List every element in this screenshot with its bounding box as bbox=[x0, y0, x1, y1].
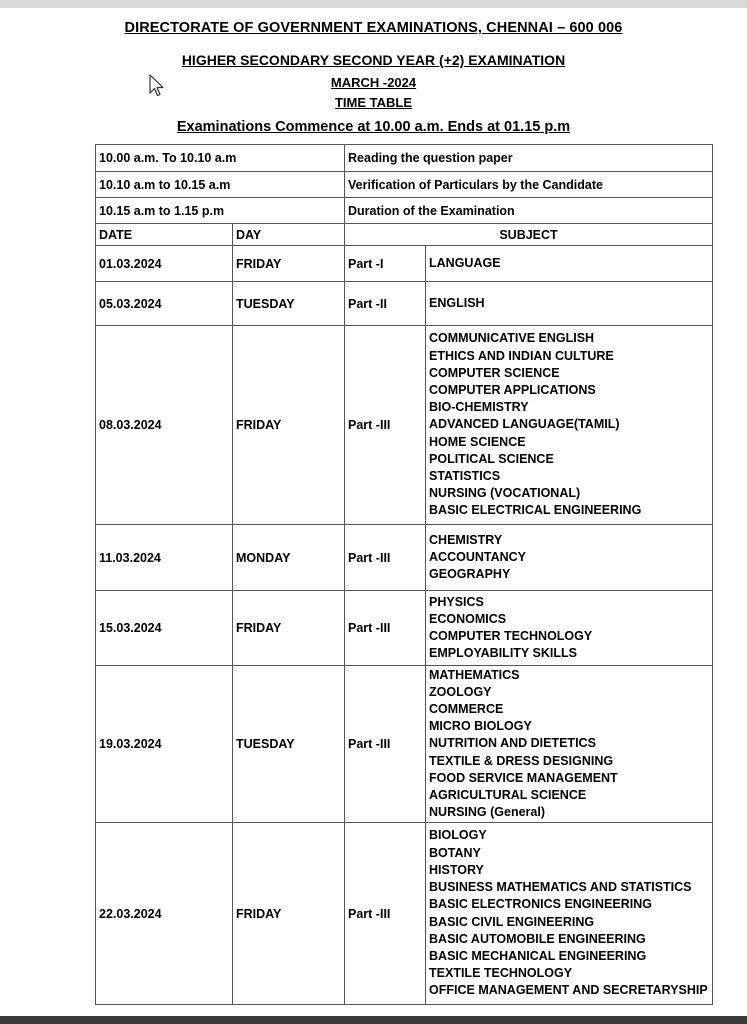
subject-name: BASIC MECHANICAL ENGINEERING bbox=[429, 948, 647, 963]
exam-subjects bbox=[426, 591, 713, 666]
exam-day: FRIDAY bbox=[233, 591, 345, 666]
subject-name: LANGUAGE bbox=[429, 255, 501, 270]
exam-row bbox=[96, 246, 713, 282]
subject-name: OFFICE MANAGEMENT AND SECRETARYSHIP bbox=[429, 983, 708, 998]
subject-name: BASIC ELECTRICAL ENGINEERING bbox=[429, 503, 642, 518]
subject-name: BASIC ELECTRONICS ENGINEERING bbox=[429, 897, 652, 912]
subject-name: COMPUTER TECHNOLOGY bbox=[429, 629, 593, 643]
exam-part: Part -III bbox=[345, 326, 426, 525]
schedule-row bbox=[96, 198, 713, 224]
exam-day: TUESDAY bbox=[233, 282, 345, 326]
subject-name: BUSINESS MATHEMATICS AND STATISTICS bbox=[429, 880, 692, 895]
exam-date: 08.03.2024 bbox=[96, 326, 233, 525]
subject-name: ACCOUNTANCY bbox=[429, 549, 527, 564]
subject-name: GEOGRAPHY bbox=[429, 567, 511, 582]
subject-name: ADVANCED LANGUAGE(TAMIL) bbox=[429, 417, 620, 432]
exam-row bbox=[96, 326, 713, 525]
subject-name: TEXTILE & DRESS DESIGNING bbox=[429, 753, 614, 768]
subject-name: NURSING (VOCATIONAL) bbox=[429, 486, 581, 501]
subject-name: CHEMISTRY bbox=[429, 532, 503, 547]
exam-subjects bbox=[426, 823, 713, 1005]
exam-part: Part -I bbox=[345, 246, 426, 282]
subject-name: ECONOMICS bbox=[429, 611, 507, 626]
exam-row bbox=[96, 666, 713, 823]
subject-name: COMMERCE bbox=[429, 701, 504, 716]
subject-name: PHYSICS bbox=[429, 594, 484, 609]
viewer-top-strip bbox=[0, 0, 747, 8]
exam-part: Part -III bbox=[345, 666, 426, 823]
subject-name: STATISTICS bbox=[429, 469, 501, 483]
directorate-heading: DIRECTORATE OF GOVERNMENT EXAMINATIONS, CHENNAI – 600 006 bbox=[124, 20, 623, 36]
schedule-time: 10.15 a.m to 1.15 p.m bbox=[96, 198, 345, 224]
viewer-bottom-strip bbox=[0, 1016, 747, 1024]
subject-name: HOME SCIENCE bbox=[429, 434, 526, 449]
schedule-activity: Reading the question paper bbox=[345, 145, 713, 172]
subject-name: TEXTILE TECHNOLOGY bbox=[429, 966, 573, 981]
subject-name: BASIC CIVIL ENGINEERING bbox=[429, 914, 595, 929]
exam-date: 01.03.2024 bbox=[96, 246, 233, 282]
exam-date: 19.03.2024 bbox=[96, 666, 233, 823]
exam-row bbox=[96, 282, 713, 326]
subject-name: AGRICULTURAL SCIENCE bbox=[429, 788, 587, 802]
schedule-time: 10.00 a.m. To 10.10 a.m bbox=[96, 145, 345, 172]
exam-day: FRIDAY bbox=[233, 246, 345, 282]
schedule-time: 10.10 a.m to 10.15 a.m bbox=[96, 172, 345, 198]
exam-subjects bbox=[426, 246, 713, 282]
exam-date: 11.03.2024 bbox=[96, 525, 233, 591]
exam-date: 15.03.2024 bbox=[96, 591, 233, 666]
schedule-activity: Duration of the Examination bbox=[345, 198, 713, 224]
subject-column-header: SUBJECT bbox=[345, 224, 713, 246]
subject-name: NUTRITION AND DIETETICS bbox=[429, 736, 596, 751]
exam-subjects bbox=[426, 282, 713, 326]
subject-name: ETHICS AND INDIAN CULTURE bbox=[429, 348, 614, 363]
exam-day: FRIDAY bbox=[233, 326, 345, 525]
subject-name: FOOD SERVICE MANAGEMENT bbox=[429, 770, 618, 785]
exam-row bbox=[96, 525, 713, 591]
timing-note-heading: Examinations Commence at 10.00 a.m. Ends at 01.15 p.m bbox=[176, 119, 571, 135]
subject-name: ZOOLOGY bbox=[429, 684, 492, 699]
exam-day: TUESDAY bbox=[233, 666, 345, 823]
schedule-row bbox=[96, 145, 713, 172]
exam-day: MONDAY bbox=[233, 525, 345, 591]
time-table-heading: TIME TABLE bbox=[334, 95, 413, 110]
schedule-row bbox=[96, 172, 713, 198]
exam-part: Part -III bbox=[345, 823, 426, 1005]
exam-date: 22.03.2024 bbox=[96, 823, 233, 1005]
subject-name: EMPLOYABILITY SKILLS bbox=[429, 646, 577, 661]
exam-day: FRIDAY bbox=[233, 823, 345, 1005]
session-heading: MARCH -2024 bbox=[330, 75, 417, 90]
subject-name: COMPUTER SCIENCE bbox=[429, 365, 560, 380]
subject-name: COMMUNICATIVE ENGLISH bbox=[429, 331, 595, 346]
exam-part: Part -III bbox=[345, 525, 426, 591]
subject-name: MATHEMATICS bbox=[429, 667, 520, 682]
exam-subjects bbox=[426, 525, 713, 591]
exam-subjects bbox=[426, 666, 713, 823]
schedule-activity: Verification of Particulars by the Candidate bbox=[345, 172, 713, 198]
subject-name: POLITICAL SCIENCE bbox=[429, 451, 554, 466]
exam-row bbox=[96, 591, 713, 666]
date-column-header: DATE bbox=[96, 224, 233, 246]
exam-timetable bbox=[95, 144, 713, 1005]
mouse-pointer-icon bbox=[148, 74, 166, 98]
day-column-header: DAY bbox=[233, 224, 345, 246]
subject-name: BIOLOGY bbox=[429, 828, 487, 843]
exam-date: 05.03.2024 bbox=[96, 282, 233, 326]
subject-name: NURSING (General) bbox=[429, 805, 546, 820]
exam-name-heading: HIGHER SECONDARY SECOND YEAR (+2) EXAMINATION bbox=[181, 52, 566, 68]
subject-name: BIO-CHEMISTRY bbox=[429, 400, 529, 415]
exam-subjects bbox=[426, 326, 713, 525]
exam-part: Part -II bbox=[345, 282, 426, 326]
subject-name: COMPUTER APPLICATIONS bbox=[429, 382, 596, 397]
column-header-row bbox=[96, 224, 713, 246]
subject-name: HISTORY bbox=[429, 862, 484, 877]
exam-part: Part -III bbox=[345, 591, 426, 666]
subject-name: ENGLISH bbox=[429, 295, 485, 310]
subject-name: MICRO BIOLOGY bbox=[429, 719, 532, 734]
exam-row bbox=[96, 823, 713, 1005]
subject-name: BOTANY bbox=[429, 845, 481, 860]
subject-name: BASIC AUTOMOBILE ENGINEERING bbox=[429, 931, 646, 946]
